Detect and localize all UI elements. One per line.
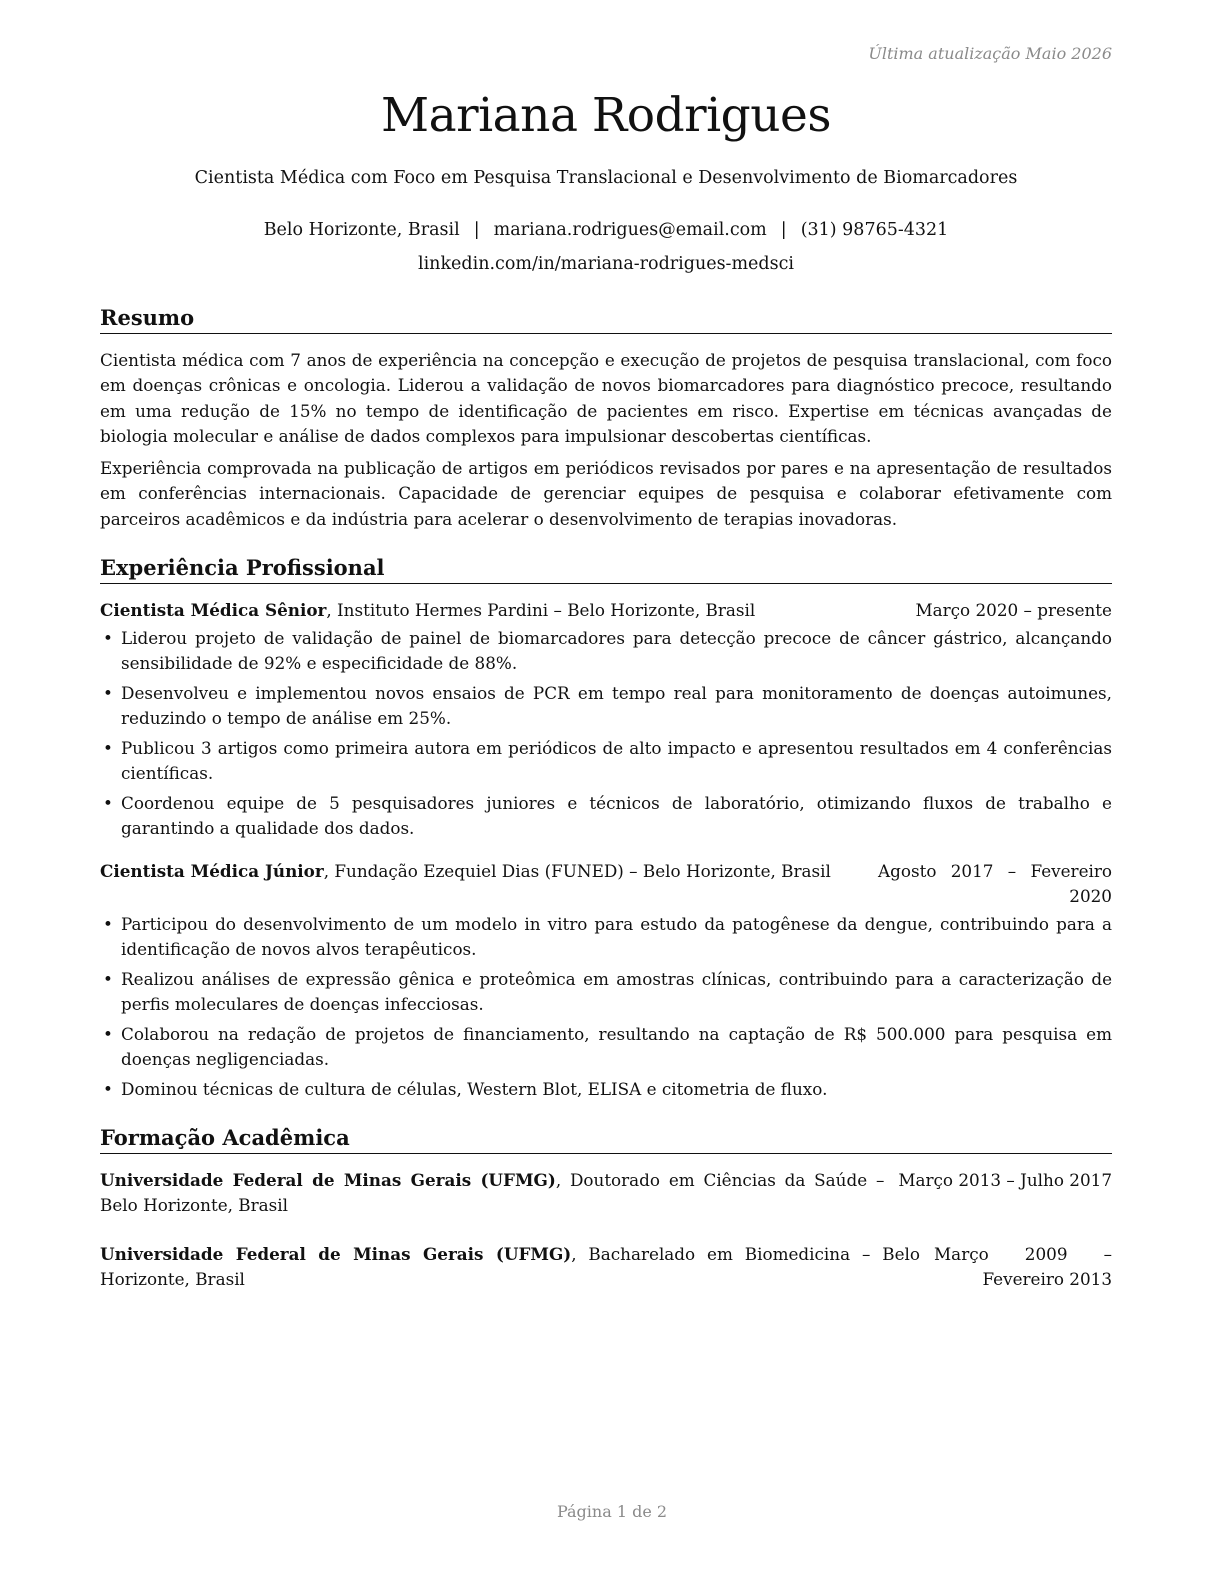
- list-item: [100, 912, 1112, 962]
- section-title-summary: Resumo: [100, 304, 1112, 334]
- school-name: Universidade Federal de Minas Gerais (UFMG): [100, 1170, 556, 1191]
- contact-separator: |: [780, 220, 787, 240]
- bullet-icon: •: [103, 969, 113, 990]
- job-title-line: [100, 598, 895, 623]
- education-dates: Março 2009 – Fevereiro 2013: [934, 1244, 1112, 1290]
- education-entry: [100, 1168, 1112, 1218]
- contact-line: [100, 220, 1112, 240]
- headline: Cientista Médica com Foco em Pesquisa Translacional e Desenvolvimento de Biomarcadores: [194, 168, 1018, 188]
- job-dates: Março 2020 – presente: [915, 600, 1112, 621]
- job-role: Cientista Médica Sênior: [100, 600, 327, 621]
- summary-section: [100, 304, 1112, 532]
- phone: (31) 98765-4321: [800, 220, 949, 240]
- bullet-icon: •: [103, 683, 113, 704]
- bullet-icon: •: [103, 793, 113, 814]
- job-header: [100, 598, 1112, 623]
- school-name: Universidade Federal de Minas Gerais (UFMG): [100, 1244, 572, 1265]
- list-item: [100, 791, 1112, 841]
- resume-body: [100, 304, 1112, 1292]
- list-item: [100, 736, 1112, 786]
- job-bullets: [100, 626, 1112, 841]
- location: Belo Horizonte, Brasil: [263, 220, 460, 240]
- job-title-line: [100, 859, 858, 909]
- bullet-text: Publicou 3 artigos como primeira autora em periódicos de alto impacto e apresentou resultados em 4 conferências científicas.: [121, 738, 1112, 784]
- summary-paragraph: Experiência comprovada na publicação de artigos em periódicos revisados por pares e na apresentação de resultados em conferências internacionais. Capacidade de gerenciar equipes de pesquisa e colaborar efetivamente com parceiros acadêmicos e da indústria para acelerar o desenvolvimento de terapias inovadoras.: [100, 458, 1112, 529]
- list-item: [100, 1077, 1112, 1102]
- job-bullets: [100, 912, 1112, 1102]
- list-item: [100, 967, 1112, 1017]
- bullet-icon: •: [103, 738, 113, 759]
- bullet-icon: •: [103, 1024, 113, 1045]
- degree-detail: , Doutorado em Ciências da Saúde – Belo Horizonte, Brasil: [100, 1170, 885, 1216]
- bullet-text: Coordenou equipe de 5 pesquisadores juniores e técnicos de laboratório, otimizando fluxos de trabalho e garantindo a qualidade dos dados.: [121, 793, 1112, 839]
- list-item: [100, 626, 1112, 676]
- bullet-text: Dominou técnicas de cultura de células, Western Blot, ELISA e citometria de fluxo.: [121, 1079, 828, 1100]
- section-title-experience: Experiência Profissional: [100, 554, 1112, 584]
- list-item: [100, 1022, 1112, 1072]
- summary-paragraph: Cientista médica com 7 anos de experiência na concepção e execução de projetos de pesquisa translacional, com foco em doenças crônicas e oncologia. Liderou a validação de novos biomarcadores para diagnóstico precoce, resultando em uma redução de 15% no tempo de identificação de pacientes em risco. Expertise em técnicas avançadas de biologia molecular e análise de dados complexos para impulsionar descobertas científicas.: [100, 350, 1112, 446]
- job-header: [100, 859, 1112, 909]
- email-link[interactable]: mariana.rodrigues@email.com: [493, 220, 767, 240]
- bullet-text: Colaborou na redação de projetos de financiamento, resultando na captação de R$ 500.000 para pesquisa em doenças negligenciadas.: [121, 1024, 1112, 1070]
- bullet-text: Realizou análises de expressão gênica e proteômica em amostras clínicas, contribuindo para a caracterização de perfis moleculares de doenças infecciosas.: [121, 969, 1112, 1015]
- job-entry: [100, 859, 1112, 1102]
- bullet-text: Liderou projeto de validação de painel de biomarcadores para detecção precoce de câncer gástrico, alcançando sensibilidade de 92% e especificidade de 88%.: [121, 628, 1112, 674]
- education-line: [100, 1242, 920, 1292]
- degree-detail: , Bacharelado em Biomedicina – Belo Horizonte, Brasil: [100, 1244, 920, 1290]
- bullet-text: Desenvolveu e implementou novos ensaios de PCR em tempo real para monitoramento de doenças autoimunes, reduzindo o tempo de análise em 25%.: [121, 683, 1112, 729]
- bullet-icon: •: [103, 914, 113, 935]
- education-section: [100, 1124, 1112, 1292]
- linkedin-link[interactable]: linkedin.com/in/mariana-rodrigues-medsci: [417, 254, 794, 274]
- contact-separator: |: [473, 220, 480, 240]
- job-org: , Instituto Hermes Pardini – Belo Horizonte, Brasil: [326, 600, 756, 621]
- job-entry: [100, 598, 1112, 841]
- bullet-text: Participou do desenvolvimento de um modelo in vitro para estudo da patogênese da dengue, contribuindo para a identificação de novos alvos terapêuticos.: [121, 914, 1112, 960]
- page-number: Página 1 de 2: [556, 1502, 668, 1521]
- education-dates: Março 2013 – Julho 2017: [898, 1170, 1112, 1191]
- section-title-education: Formação Acadêmica: [100, 1124, 1112, 1154]
- last-updated: Última atualização Maio 2026: [868, 44, 1112, 63]
- job-dates: Agosto 2017 – Fevereiro 2020: [878, 861, 1112, 907]
- bullet-icon: •: [103, 628, 113, 649]
- list-item: [100, 681, 1112, 731]
- education-line: [100, 1168, 884, 1218]
- bullet-icon: •: [103, 1079, 113, 1100]
- experience-section: [100, 554, 1112, 1102]
- candidate-name: Mariana Rodrigues: [381, 88, 831, 143]
- education-entry: [100, 1242, 1112, 1292]
- job-role: Cientista Médica Júnior: [100, 861, 324, 882]
- job-org: , Fundação Ezequiel Dias (FUNED) – Belo Horizonte, Brasil: [323, 861, 831, 882]
